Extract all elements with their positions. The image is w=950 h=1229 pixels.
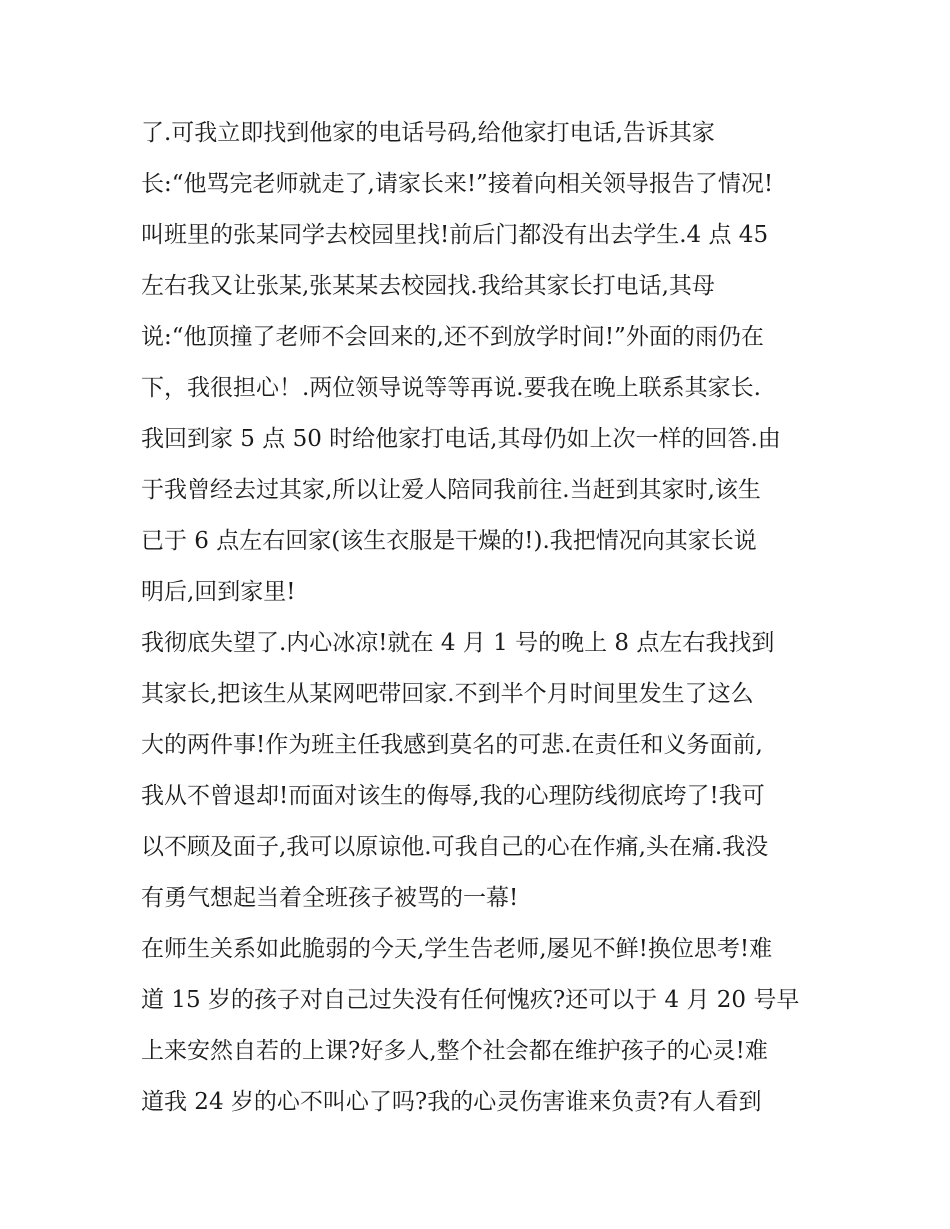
- text-line: 在师生关系如此脆弱的今天,学生告老师,屡见不鲜!换位思考!难: [141, 936, 773, 962]
- text-line: 有勇气想起当着全班孩子被骂的一幕!: [141, 885, 519, 911]
- text-line: 叫班里的张某同学去校园里找!前后门都没有出去学生.4 点 45: [141, 222, 769, 248]
- text-line: 道我 24 岁的心不叫心了吗?我的心灵伤害谁来负责?有人看到: [141, 1089, 762, 1115]
- text-line: 明后,回到家里!: [141, 579, 296, 605]
- body-text: [141, 108, 821, 1128]
- text-line: 已于 6 点左右回家(该生衣服是干燥的!).我把情况向其家长说: [141, 528, 757, 554]
- text-line: 道 15 岁的孩子对自己过失没有任何愧疚?还可以于 4 月 20 号早: [141, 987, 800, 1013]
- text-line: 左右我又让张某,张某某去校园找.我给其家长打电话,其母: [141, 273, 715, 299]
- text-line: 大的两件事!作为班主任我感到莫名的可悲.在责任和义务面前,: [141, 732, 763, 758]
- text-line: 我回到家 5 点 50 时给他家打电话,其母仍如上次一样的回答.由: [141, 426, 781, 452]
- text-line: 我彻底失望了.内心冰凉!就在 4 月 1 号的晚上 8 点左右我找到: [141, 630, 775, 656]
- text-line: 我从不曾退却!而面对该生的侮辱,我的心理防线彻底垮了!我可: [141, 783, 765, 809]
- text-line: 说:“他顶撞了老师不会回来的,还不到放学时间!”外面的雨仍在: [141, 324, 764, 350]
- text-line: 下，我很担心！.两位领导说等等再说.要我在晚上联系其家长.: [141, 375, 761, 401]
- text-line: 了.可我立即找到他家的电话号码,给他家打电话,告诉其家: [141, 120, 715, 146]
- text-line: 长:“他骂完老师就走了,请家长来!”接着向相关领导报告了情况!: [141, 171, 774, 197]
- text-line: 于我曾经去过其家,所以让爱人陪同我前往.当赶到其家时,该生: [141, 477, 761, 503]
- text-line: 其家长,把该生从某网吧带回家.不到半个月时间里发生了这么: [141, 681, 754, 707]
- text-line: 以不顾及面子,我可以原谅他.可我自己的心在作痛,头在痛.我没: [141, 834, 769, 860]
- text-line: 上来安然自若的上课?好多人,整个社会都在维护孩子的心灵!难: [141, 1038, 768, 1064]
